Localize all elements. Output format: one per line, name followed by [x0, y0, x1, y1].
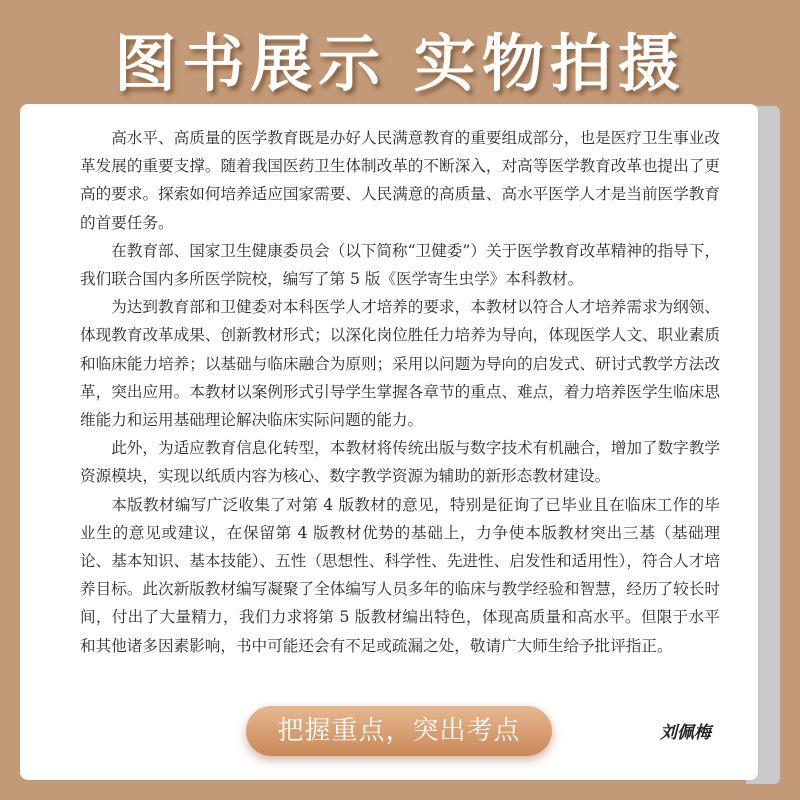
preface-paragraph-4: 此外，为适应教育信息化转型，本教材将传统出版与数字技术有机融合，增加了数字教学资源模块，实现以纸质内容为核心、数字教学资源为辅助的新形态教材建设。 — [80, 439, 720, 486]
preface-paragraph-5: 本版教材编写广泛收集了对第 4 版教材的意见，特别是征询了已毕业且在临床工作的毕业生的意见或建议，在保留第 4 版教材优势的基础上，力争使本版教材突出三基（基础理论、基本知识、基本技能）、五性（思想性、科学性、先进性、启发性和适用性），符合人才培养目标。此次新版教材编写凝聚了全体编写人员多年的临床与教学经验和智慧，经历了较长时间，付出了大量精力，我们力求将第 5 版教材编出特色，体现高质量和高水平。但限于水平和其他诸多因素影响，书中可能还会有不足或疏漏之处，敬请广大师生给予批评指正。 — [80, 495, 720, 655]
preface-paragraph-3: 为达到教育部和卫健委对本科医学人才培养的要求，本教材以符合人才培养需求为纲领、体现教育改革成果、创新教材形式；以深化岗位胜任力培养为导向，体现医学人文、职业素质和临床能力培养；以基础与临床融合为原则；采用以问题为导向的启发式、研讨式教学方法改革，突出应用。本教材以案例形式引导学生掌握各章节的重点、难点，着力培养医学生临床思维能力和运用基础理论解决临床实际问题的能力。 — [80, 298, 720, 430]
page-title: 图书展示 实物拍摄 — [114, 27, 686, 100]
preface-paragraph-1: 高水平、高质量的医学教育既是办好人民满意教育的重要组成部分，也是医疗卫生事业改革发展的重要支撑。随着我国医药卫生体制改革的不断深入，对高等医学教育改革也提出了更高的要求。探索如何培养适应国家需要、人民满意的高质量、高水平医学人才是当前医学教育的首要任务。 — [80, 129, 720, 232]
preface-text — [80, 124, 720, 660]
preface-paragraph-2: 在教育部、国家卫生健康委员会（以下简称“卫健委”）关于医学教育改革精神的指导下，我们联合国内多所医学院校，编写了第 5 版《医学寄生虫学》本科教材。 — [80, 241, 720, 289]
highlight-banner: 把握重点，突出考点 — [246, 706, 552, 756]
author-signature: 刘佩梅 — [660, 723, 711, 743]
